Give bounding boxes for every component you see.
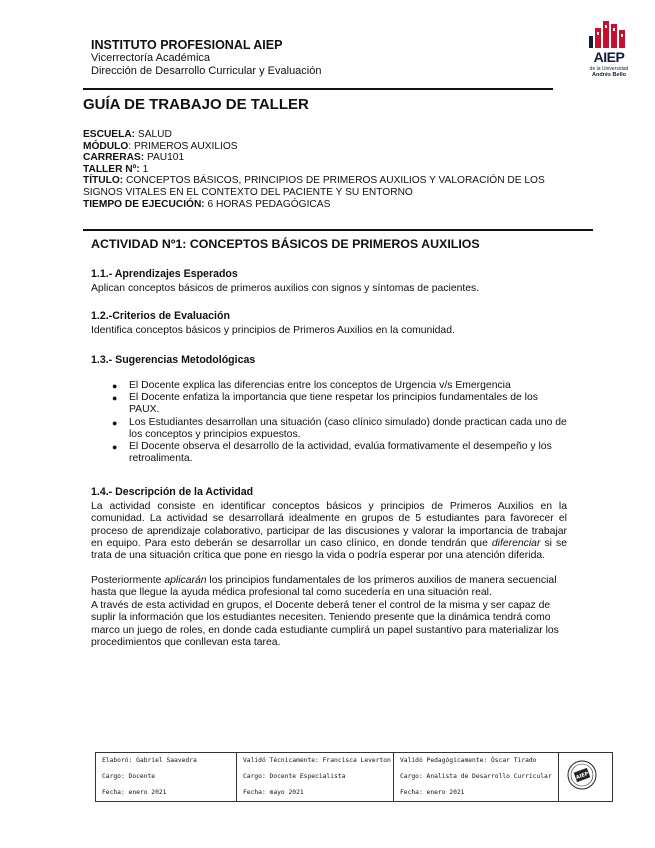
- table-divider: [558, 753, 559, 801]
- section-1-2-heading: 1.2.-Criterios de Evaluación: [91, 310, 230, 322]
- approval-cell-elaboro: Elaboró: Gabriel Saavedra Cargo: Docente Fecha: enero 2021: [102, 757, 197, 796]
- header-divider: [83, 88, 553, 90]
- activity-title: ACTIVIDAD Nº1: CONCEPTOS BÁSICOS DE PRIMEROS AUXILIOS: [91, 237, 480, 251]
- bullet-icon: ●: [112, 381, 118, 391]
- svg-text:AIEP: AIEP: [575, 770, 590, 781]
- meta-time: TIEMPO DE EJECUCIÓN: 6 HORAS PEDAGÓGICAS: [83, 198, 331, 210]
- methodology-list: [112, 380, 568, 465]
- department: Dirección de Desarrollo Curricular y Evaluación: [91, 65, 322, 77]
- list-item: ● El Docente enfatiza la importancia que tiene respetar los principios fundamentales de los PAUX.: [112, 392, 538, 416]
- list-item: ● El Docente observa el desarrollo de la actividad, evalúa formativamente el desempeño y los retroalimenta.: [112, 441, 552, 465]
- aiep-logo: [587, 18, 631, 82]
- section-1-1-heading: 1.1.- Aprendizajes Esperados: [91, 268, 238, 280]
- meta-school: ESCUELA: SALUD: [83, 129, 172, 140]
- meta-title: TÍTULO: CONCEPTOS BÁSICOS, PRINCIPIOS DE PRIMEROS AUXILIOS Y VALORACIÓN DE LOS SIGNOS VITALES EN EL CONTEXTO DEL PACIENTE Y SU ENTORNO: [83, 175, 545, 198]
- page-title: GUÍA DE TRABAJO DE TALLER: [83, 96, 309, 113]
- approval-table: [95, 752, 613, 802]
- logo-wordmark: AIEP: [593, 49, 625, 65]
- logo-building-icon: [587, 18, 631, 50]
- logo-caption-line2: Andrés Bello: [592, 72, 626, 78]
- section-1-4-heading: 1.4.- Descripción de la Actividad: [91, 486, 254, 498]
- description-paragraph-3: A través de esta actividad en grupos, el Docente deberá tener el control de la misma y ser capaz de suplir la información que los estudiantes necesiten. Teniendo presente que la dinámica tendrá como marco un juego de roles, en donde cada estudiante cumplirá un papel sustantivo para materializar los procedimientos que conllevan esta tarea.: [91, 600, 559, 648]
- section-1-2-text: Identifica conceptos básicos y principios de Primeros Auxilios en la comunidad.: [91, 325, 455, 336]
- bullet-icon: ●: [112, 442, 118, 453]
- description-paragraph-2: Posteriormente aplicarán los principios fundamentales de los primeros auxilios de manera secuencial hasta que llegue la ayuda médica profesional tal como sucedería en una situación real.: [91, 575, 557, 599]
- vice-rectory: Vicerrectoría Académica: [91, 52, 211, 64]
- logo-caption: [587, 66, 631, 78]
- description-paragraph-1: La actividad consiste en identificar conceptos básicos y principios de Primeros Auxilios en la comunidad. La actividad se desarrollará idealmente en grupos de 5 estudiantes para favorecer el proceso de aprendizaje colaborativo, participar de las discusiones y valorar la importancia de trabajar en equipo. Para esto deberán se desarrollar un caso clínico, en donde tendrán que diferenciar si se trata de una situación crítica que pone en riesgo la vida o podría esperar por una atención diferida.: [91, 501, 567, 562]
- activity-divider: [83, 229, 593, 231]
- logo-caption-line1: de la Universidad: [589, 66, 629, 72]
- meta-careers: CARRERAS: PAU101: [83, 152, 185, 164]
- bullet-icon: ●: [112, 393, 118, 404]
- document-header: [91, 38, 321, 78]
- section-1-3-heading: 1.3.- Sugerencias Metodológicas: [91, 354, 256, 366]
- aiep-seal-icon: [567, 760, 597, 790]
- section-1-1-text: Aplican conceptos básicos de primeros auxilios con signos y síntomas de pacientes.: [91, 283, 480, 294]
- approval-cell-tecnica: Validó Técnicamente: Francisca Leverton Cargo: Docente Especialista Fecha: mayo 2021: [243, 757, 391, 796]
- meta-module: MÓDULO: PRIMEROS AUXILIOS: [83, 140, 238, 152]
- meta-workshop: TALLER Nº: 1: [83, 163, 149, 175]
- list-item: ● El Docente explica las diferencias entre los conceptos de Urgencia v/s Emergencia: [112, 380, 511, 391]
- bullet-icon: ●: [112, 417, 118, 428]
- institution-name: INSTITUTO PROFESIONAL AIEP: [91, 38, 283, 52]
- list-item: ● Los Estudiantes desarrollan una situación (caso clínico simulado) donde practican cada uno de los conceptos y principios expuestos.: [112, 416, 567, 440]
- approval-cell-pedagogica: Validó Pedagógicamente: Óscar Tirado Cargo: Analista de Desarrollo Curricular Fecha: enero 2021: [400, 757, 552, 796]
- metadata-block: [83, 129, 583, 210]
